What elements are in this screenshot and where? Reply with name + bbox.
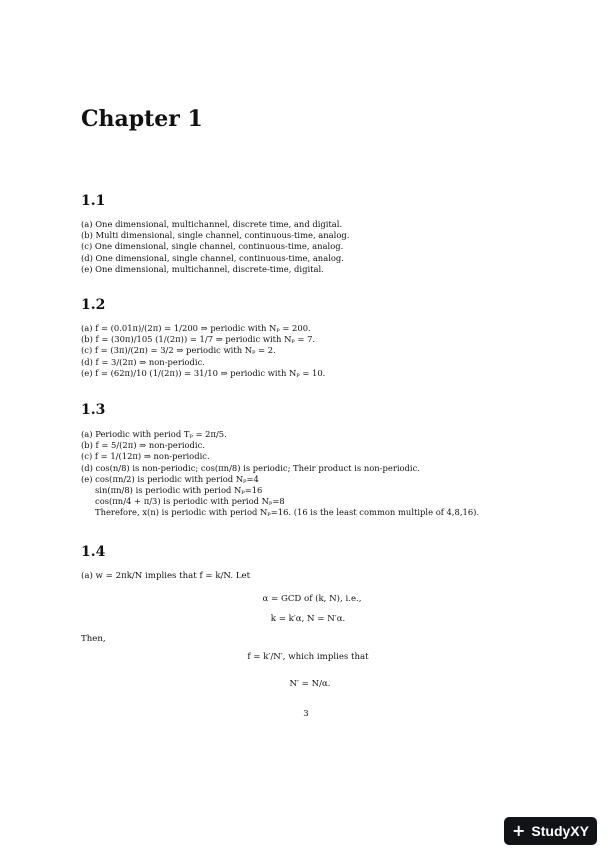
section-line: (c) One dimensional, single channel, continuous-time, analog.: [81, 241, 344, 252]
equation-k: k = k′α, N = N′α.: [270, 614, 346, 624]
section-heading-1-3: 1.3: [81, 402, 106, 418]
section-line: (b) f = (30π)/105 (1/(2π)) = 1/7 ⇒ periodic with Nₚ = 7.: [81, 334, 316, 345]
section-line: (d) f = 3/(2π) ⇒ non-periodic.: [81, 356, 205, 367]
section-line: cos(πn/4 + π/3) is periodic with period Nₚ=8: [95, 496, 285, 507]
section-line: (d) One dimensional, single channel, continuous-time, analog.: [81, 252, 344, 263]
section-line: (a) One dimensional, multichannel, discrete time, and digital.: [81, 219, 343, 229]
equation-nprime: N′ = N/α.: [289, 679, 331, 689]
section-line: (e) cos(πn/2) is periodic with period Nₚ=4: [81, 473, 259, 484]
section-line: (c) f = (3π)/(2π) = 3/2 ⇒ periodic with Nₚ = 2.: [81, 345, 276, 356]
then-label: Then,: [81, 634, 106, 644]
section-line: (b) Multi dimensional, single channel, continuous-time, analog.: [81, 230, 350, 241]
badge-label: StudyXY: [531, 823, 589, 839]
section-line: sin(πn/8) is periodic with period Nₚ=16: [95, 485, 263, 496]
section-1-1-body: [81, 219, 349, 275]
section-1-3-body: [81, 429, 479, 519]
section-line: (e) f = (62π)/10 (1/(2π)) = 31/10 ⇒ periodic with Nₚ = 10.: [81, 367, 326, 378]
section-line: (d) cos(n/8) is non-periodic; cos(πn/8) is periodic; Their product is non-periodic.: [81, 462, 420, 473]
chapter-title: Chapter 1: [81, 106, 203, 132]
section-1-4-line-a: (a) w = 2πk/N implies that f = k/N. Let: [81, 571, 251, 581]
section-line: Therefore, x(n) is periodic with period Nₚ=16. (16 is the least common multiple of 4,8,16).: [95, 507, 480, 518]
plus-icon: +: [512, 821, 526, 840]
section-line: (e) One dimensional, multichannel, discrete-time, digital.: [81, 263, 324, 274]
equation-f: f = k′/N′, which implies that: [247, 652, 369, 662]
section-line: (c) f = 1/(12π) ⇒ non-periodic.: [81, 451, 210, 462]
page-number: 3: [303, 709, 309, 719]
section-heading-1-4: 1.4: [81, 544, 106, 560]
section-1-2-body: [81, 323, 325, 379]
studyxy-badge[interactable]: [504, 817, 597, 845]
equation-gcd: α = GCD of (k, N), i.e.,: [262, 594, 362, 604]
section-line: (a) f = (0.01π)/(2π) = 1/200 ⇒ periodic with Nₚ = 200.: [81, 323, 311, 333]
section-line: (a) Periodic with period Tₚ = 2π/5.: [81, 429, 227, 439]
section-heading-1-2: 1.2: [81, 297, 106, 313]
section-line: (b) f = 5/(2π) ⇒ non-periodic.: [81, 440, 205, 451]
section-heading-1-1: 1.1: [81, 193, 106, 209]
